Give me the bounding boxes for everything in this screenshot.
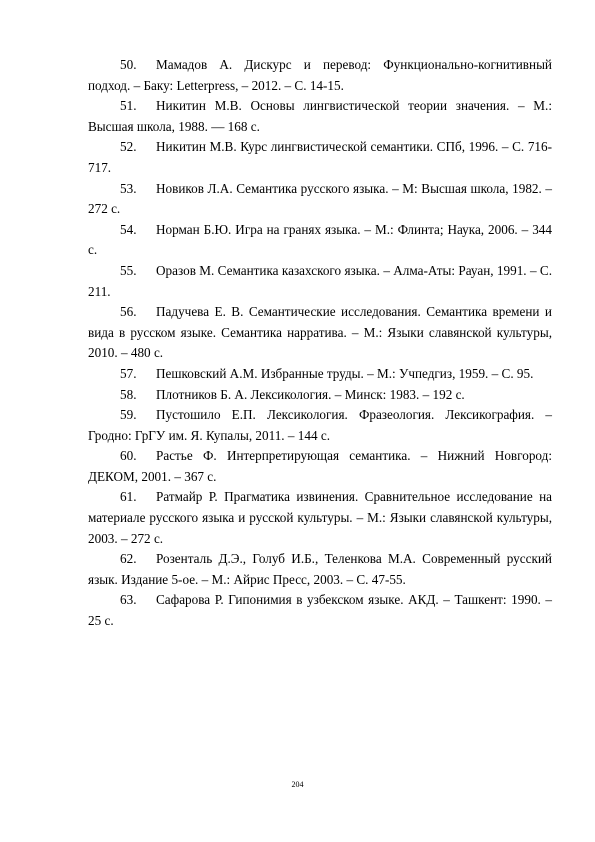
reference-item	[88, 385, 552, 406]
reference-text: Падучева Е. В. Семантические исследования. Семантика времени и вида в русском языке. Семантика нарратива. – М.: Языки славянской культуры, 2010. – 480 с.	[88, 304, 552, 361]
reference-text: Ратмайр Р. Прагматика извинения. Сравнительное исследование на материале русского языка и русской культуры. – М.: Языки славянской культуры, 2003. – 272 с.	[88, 489, 552, 546]
reference-text: Пустошило Е.П. Лексикология. Фразеология. Лексикография. – Гродно: ГрГУ им. Я. Купалы, 2011. – 144 с.	[88, 407, 552, 443]
reference-item	[88, 179, 552, 220]
reference-number: 58.	[120, 386, 137, 402]
reference-item	[88, 96, 552, 137]
reference-item	[88, 220, 552, 261]
reference-number: 54.	[120, 221, 137, 237]
reference-text: Никитин М.В. Основы лингвистической теории значения. – М.: Высшая школа, 1988. — 168 с.	[88, 98, 552, 134]
reference-list	[88, 55, 552, 632]
reference-number: 57.	[120, 365, 137, 381]
reference-number: 62.	[120, 551, 137, 567]
page-number: 204	[291, 780, 304, 789]
reference-text: Розенталь Д.Э., Голуб И.Б., Теленкова М.А. Современный русский язык. Издание 5-ое. – М.: Айрис Пресс, 2003. – С. 47-55.	[88, 551, 552, 587]
reference-text: Новиков Л.А. Семантика русского языка. – М: Высшая школа, 1982. – 272 с.	[88, 180, 552, 217]
reference-item	[88, 364, 552, 385]
reference-item	[88, 487, 552, 549]
reference-item	[88, 590, 552, 631]
reference-number: 59.	[120, 407, 137, 423]
reference-number: 61.	[120, 489, 137, 505]
reference-item	[88, 446, 552, 487]
reference-item	[88, 405, 552, 446]
reference-item	[88, 302, 552, 364]
reference-number: 63.	[120, 592, 137, 608]
reference-text: Мамадов А. Дискурс и перевод: Функционально-когнитивный подход. – Баку: Letterpress, – 2012. – С. 14-15.	[88, 57, 552, 93]
reference-number: 55.	[120, 262, 137, 278]
reference-text: Растье Ф. Интерпретирующая семантика. – Нижний Новгород: ДЕКОМ, 2001. – 367 с.	[88, 448, 552, 484]
reference-number: 60.	[120, 448, 137, 464]
reference-item	[88, 549, 552, 590]
reference-number: 53.	[120, 180, 137, 196]
reference-text: Пешковский А.М. Избранные труды. – М.: Учпедгиз, 1959. – С. 95.	[156, 365, 534, 381]
reference-text: Оразов М. Семантика казахского языка. – Алма-Аты: Рауан, 1991. – С. 211.	[88, 262, 552, 299]
reference-text: Норман Б.Ю. Игра на гранях языка. – М.: Флинта; Наука, 2006. – 344 с.	[88, 221, 552, 258]
reference-number: 51.	[120, 98, 137, 114]
reference-item	[88, 137, 552, 178]
reference-text: Сафарова Р. Гипонимия в узбекском языке. АКД. – Ташкент: 1990. – 25 с.	[88, 592, 552, 629]
reference-item	[88, 261, 552, 302]
reference-number: 52.	[120, 139, 137, 155]
reference-text: Плотников Б. А. Лексикология. – Минск: 1983. – 192 с.	[156, 386, 465, 402]
reference-number: 50.	[120, 57, 137, 72]
reference-item	[88, 55, 552, 96]
reference-number: 56.	[120, 304, 137, 320]
reference-text: Никитин М.В. Курс лингвистической семантики. СПб, 1996. – С. 716-717.	[88, 139, 552, 175]
